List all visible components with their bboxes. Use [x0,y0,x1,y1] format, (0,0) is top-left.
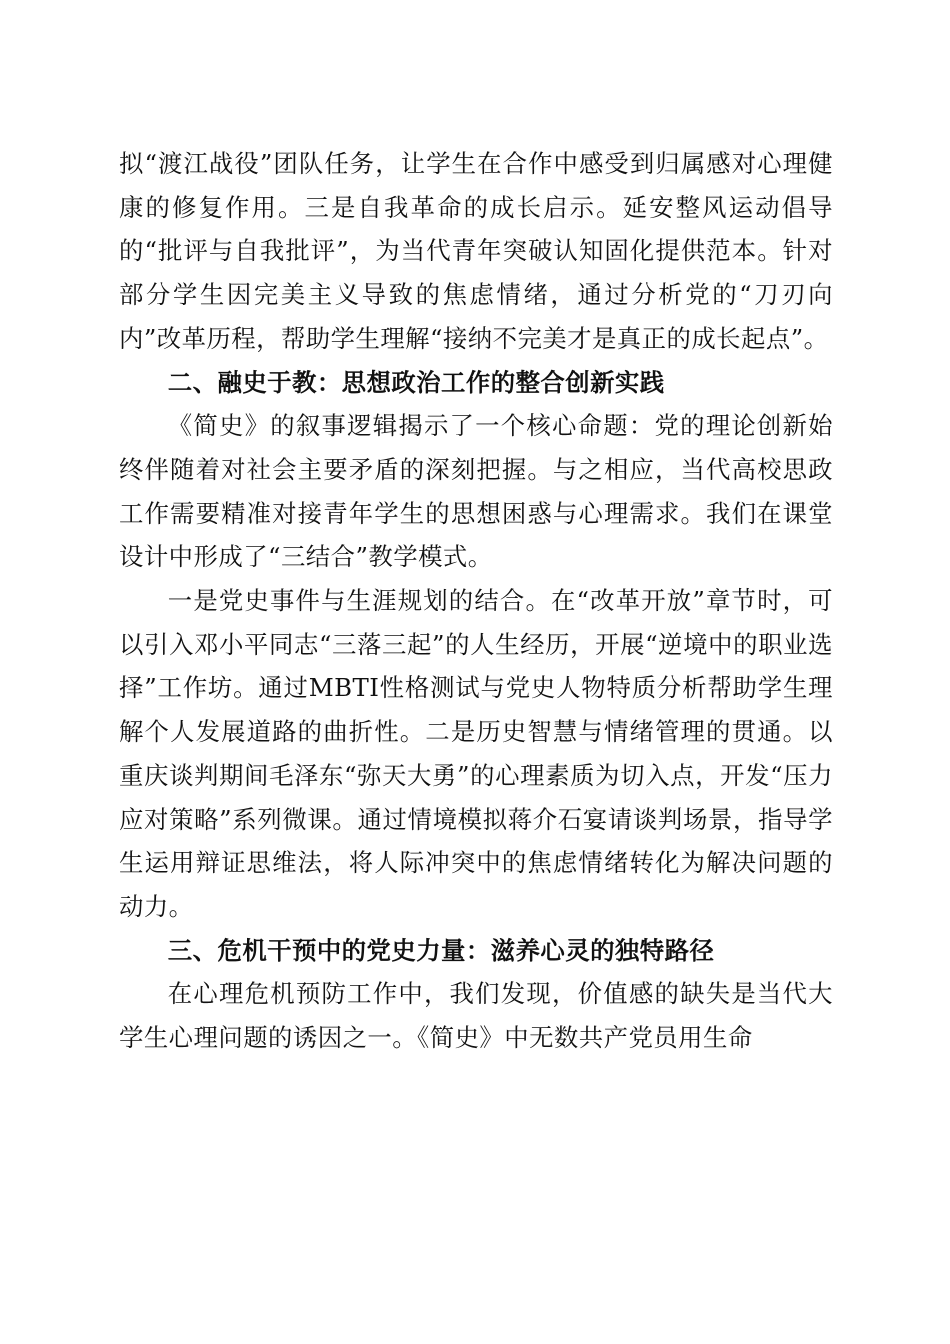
section-heading-2: 二、融史于教：思想政治工作的整合创新实践 [167,367,665,397]
section3-paragraph-1: 在心理危机预防工作中，我们发现，价值感的缺失是当代大学生心理问题的诱因之一。《简史》中无数共产党员用生命 [119,979,833,1053]
section2-paragraph-2: 一是党史事件与生涯规划的结合。在“改革开放”章节时，可以引入邓小平同志“三落三起”的人生经历，开展“逆境中的职业选择”工作坊。通过MBTI性格测试与党史人物特质分析帮助学生理解个人发展道路的曲折性。二是历史智慧与情绪管理的贯通。以重庆谈判期间毛泽东“弥天大勇”的心理素质为切入点，开发“压力应对策略”系列微课。通过情境模拟蒋介石宴请谈判场景，指导学生运用辩证思维法，将人际冲突中的焦虑情绪转化为解决问题的动力。 [119,586,833,921]
document-body [119,142,833,1060]
section-heading-3: 三、危机干预中的党史力量：滋养心灵的独特路径 [167,935,715,965]
section2-paragraph-1: 《简史》的叙事逻辑揭示了一个核心命题：党的理论创新始终伴随着对社会主要矛盾的深刻把握。与之相应，当代高校思政工作需要精准对接青年学生的思想困惑与心理需求。我们在课堂设计中形成了“三结合”教学模式。 [119,411,833,572]
continuation-paragraph: 拟“渡江战役”团队任务，让学生在合作中感受到归属感对心理健康的修复作用。三是自我革命的成长启示。延安整风运动倡导的“批评与自我批评”，为当代青年突破认知固化提供范本。针对部分学生因完美主义导致的焦虑情绪，通过分析党的“刀刃向内”改革历程，帮助学生理解“接纳不完美才是真正的成长起点”。 [119,149,833,353]
